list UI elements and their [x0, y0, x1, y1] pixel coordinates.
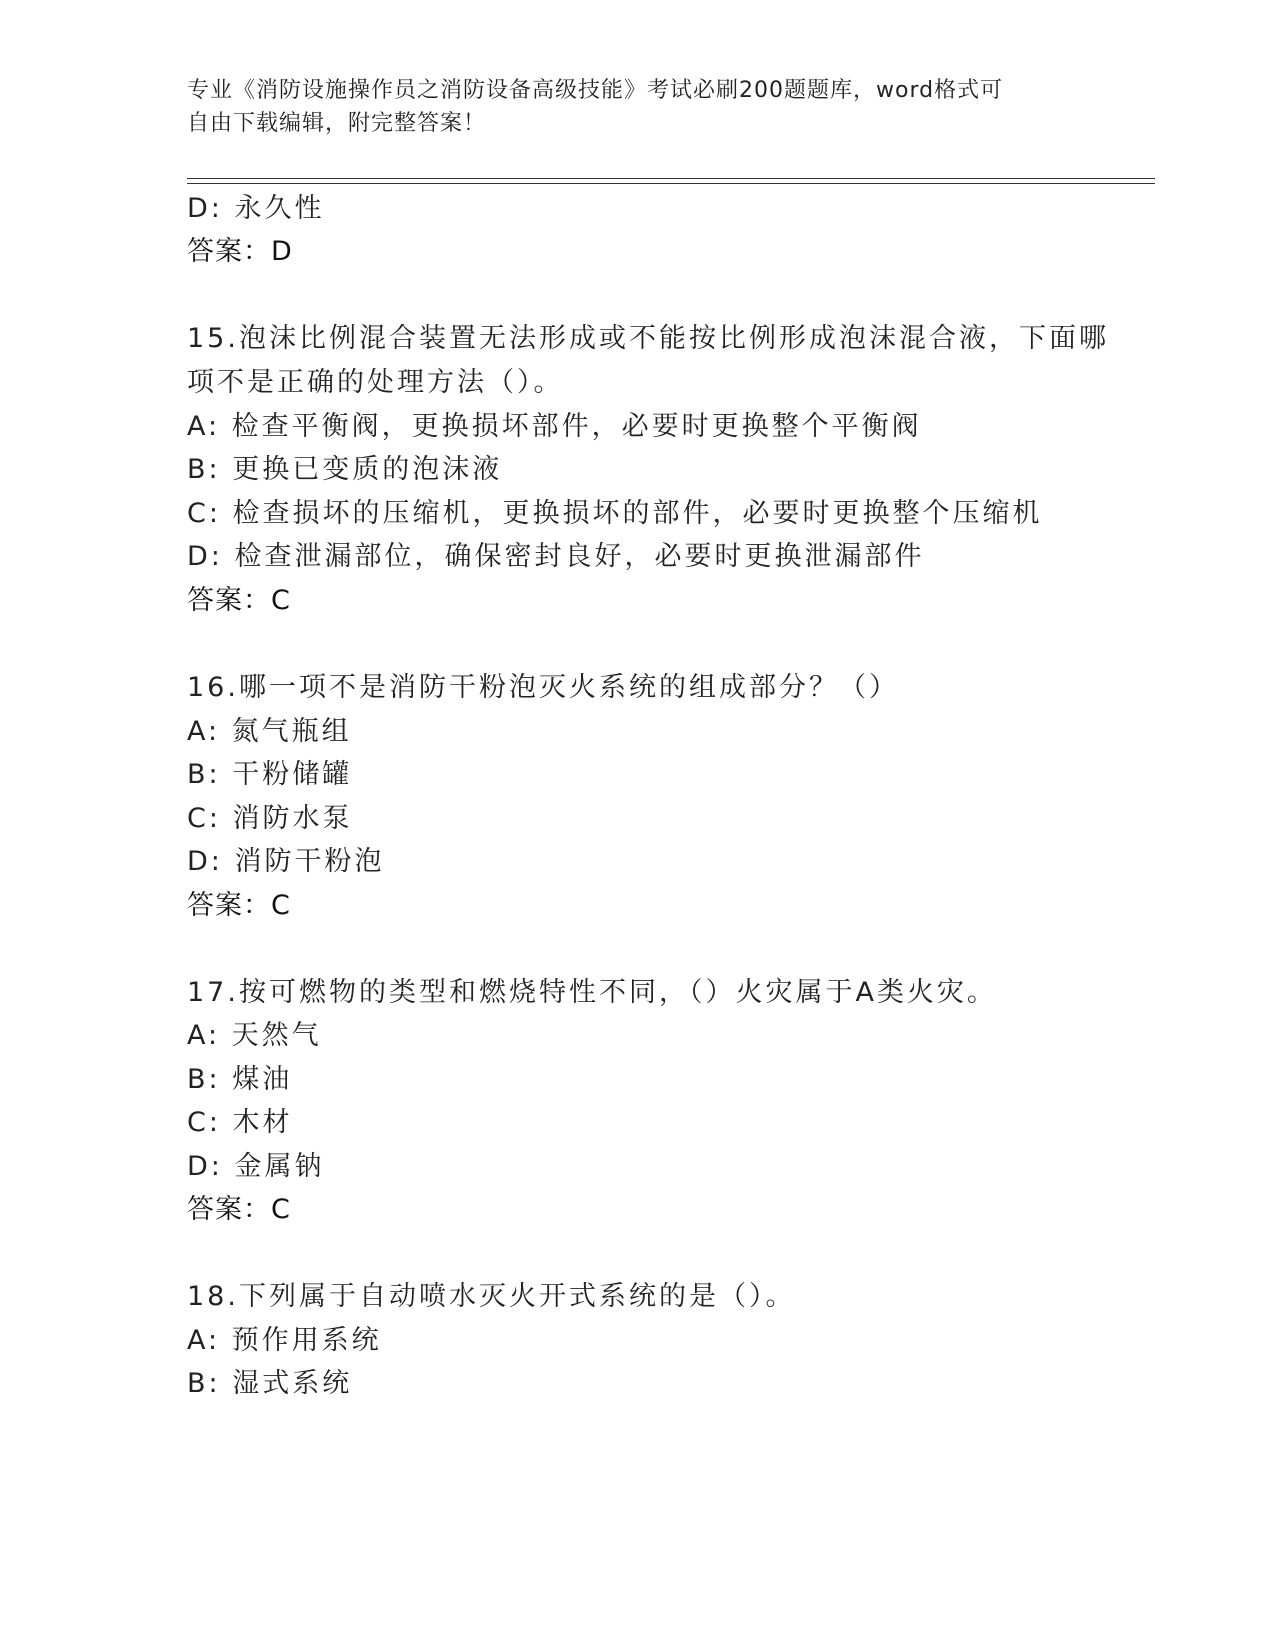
- q17-answer: 答案：C: [187, 1194, 291, 1225]
- q16-option-c: C: 消防水泵: [187, 803, 353, 834]
- document-header: [187, 74, 1087, 140]
- q15-option-a: A: 检查平衡阀，更换损坏部件，必要时更换整个平衡阀: [187, 411, 922, 442]
- q17-option-c: C: 木材: [187, 1107, 293, 1138]
- header-divider-bottom: [187, 183, 1155, 184]
- prev-option-d: D: 永久性: [187, 193, 325, 224]
- q18-stem: 18.下列属于自动喷水灭火开式系统的是（）。: [187, 1281, 796, 1312]
- q15-option-b: B: 更换已变质的泡沫液: [187, 454, 503, 485]
- q15-option-c: C: 检查损坏的压缩机，更换损坏的部件，必要时更换整个压缩机: [187, 498, 1043, 529]
- q17-stem: 17.按可燃物的类型和燃烧特性不同，（）火灾属于A类火灾。: [187, 977, 997, 1008]
- q15-stem-line-1: 15.泡沫比例混合装置无法形成或不能按比例形成泡沫混合液，下面哪: [187, 323, 1109, 354]
- q15-stem-line-2: 项不是正确的处理方法（）。: [187, 367, 564, 398]
- q16-stem: 16.哪一项不是消防干粉泡灭火系统的组成部分？（）: [187, 672, 899, 703]
- q17-option-d: D: 金属钠: [187, 1151, 325, 1182]
- q17-option-a: A: 天然气: [187, 1020, 322, 1051]
- q15-answer: 答案：C: [187, 585, 291, 616]
- q16-option-b: B: 干粉储罐: [187, 759, 353, 790]
- header-line-2: 自由下载编辑，附完整答案！: [187, 111, 487, 136]
- q18-option-a: A: 预作用系统: [187, 1325, 382, 1356]
- header-line-1: 专业《消防设施操作员之消防设备高级技能》考试必刷200题题库，word格式可: [187, 78, 1004, 103]
- prev-answer: 答案：D: [187, 236, 293, 267]
- q16-answer: 答案：C: [187, 890, 291, 921]
- q16-option-d: D: 消防干粉泡: [187, 846, 385, 877]
- q18-option-b: B: 湿式系统: [187, 1368, 353, 1399]
- q17-option-b: B: 煤油: [187, 1064, 293, 1095]
- q16-option-a: A: 氮气瓶组: [187, 716, 352, 747]
- q15-option-d: D: 检查泄漏部位，确保密封良好，必要时更换泄漏部件: [187, 541, 925, 572]
- header-divider-top: [187, 178, 1155, 179]
